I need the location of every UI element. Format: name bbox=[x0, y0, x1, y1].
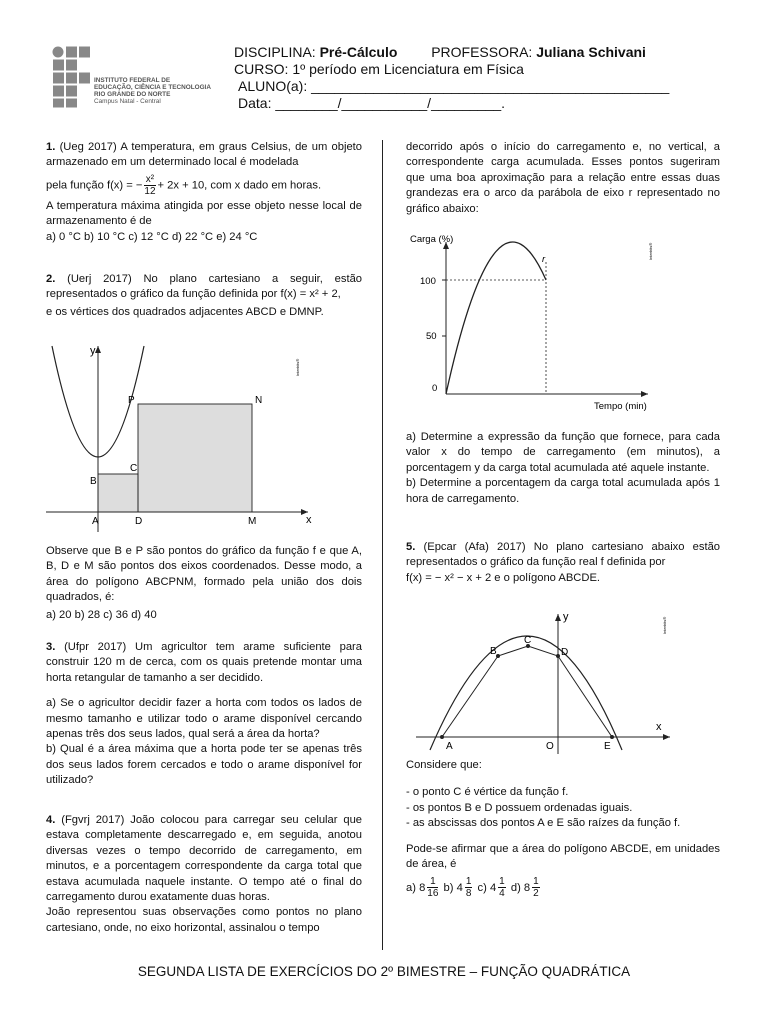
q4-graph-r: r bbox=[542, 254, 546, 265]
header-row2 bbox=[234, 61, 524, 78]
q4-graph-tick-100: 100 bbox=[420, 276, 436, 287]
question-4-continued bbox=[406, 140, 720, 217]
aluno-label: ALUNO(a): bbox=[238, 78, 308, 94]
q1-func-right: + 2x + 10, bbox=[157, 179, 208, 192]
q5-consider: Considere que: bbox=[406, 759, 482, 771]
q2-number: 2. bbox=[46, 273, 56, 285]
q1-suffix: com x dado em horas. bbox=[210, 179, 322, 192]
q4-graph-tick-50: 50 bbox=[426, 331, 437, 342]
column-divider bbox=[382, 140, 383, 950]
q4-b: b) Determine a porcentagem da carga total acumulada após 1 hora de carregamento. bbox=[406, 477, 720, 505]
q5-graph-C: C bbox=[524, 635, 532, 646]
q2-graph-B: B bbox=[90, 476, 97, 487]
q5-text2: e o polígono ABCDE. bbox=[494, 571, 601, 584]
q5-options bbox=[406, 876, 720, 899]
disciplina-value: Pré-Cálculo bbox=[319, 44, 398, 60]
data-field[interactable]: ________/___________/_________. bbox=[275, 95, 506, 111]
q5-text3: Pode-se afirmar que a área do polígono ABCDE, em unidades de área, é bbox=[406, 842, 720, 871]
q5-source: (Epcar (Afa) 2017) bbox=[423, 541, 526, 553]
q5-func: f(x) = − x² − x + 2 bbox=[406, 571, 492, 584]
data-label: Data: bbox=[238, 95, 272, 111]
q5-graph-E: E bbox=[604, 741, 611, 752]
q3-b: b) Qual é a área máxima que a horta pode ter se apenas três dos seus lados forem cercados e todo o arame disponível for utilizado? bbox=[46, 743, 362, 787]
curso-value: 1º período em Licenciatura em Física bbox=[292, 61, 524, 77]
q4-text2: João representou suas observações como pontos no plano cartesiano, onde, no eixo horizontal, assinalou o tempo bbox=[46, 906, 362, 934]
curso-label: CURSO: bbox=[234, 61, 289, 77]
q2-graph-P: P bbox=[128, 395, 135, 406]
header-row4 bbox=[238, 95, 505, 112]
q4-source: (Fgvrj 2017) bbox=[61, 814, 125, 826]
q5-graph-O: O bbox=[546, 741, 554, 752]
header-row3 bbox=[238, 78, 669, 95]
q4-number: 4. bbox=[46, 814, 56, 826]
q5-option-c: c) 4 $\frac{1}{4}$ bbox=[477, 876, 505, 900]
aluno-field[interactable]: ______________________________________________ bbox=[311, 78, 670, 94]
q5-graph-A: A bbox=[446, 741, 453, 752]
q5-item3: - as abscissas dos pontos A e E são raízes da função f. bbox=[406, 817, 681, 830]
q2-source: (Uerj 2017) bbox=[67, 273, 132, 285]
q4-graph-ylabel: Carga (%) bbox=[410, 234, 454, 245]
q5-option-b: b) 4 $\frac{1}{8}$ bbox=[443, 876, 472, 900]
q5-graph-y: y bbox=[563, 611, 569, 623]
q2-graph-y: y bbox=[90, 345, 96, 357]
q3-text1: Um agricultor tem arame suficiente para construir 120 m de cerca, com os quais pretende montar uma horta retangular de tamanho a ser decidido. bbox=[46, 641, 362, 684]
q1-source: (Ueg 2017) bbox=[59, 141, 117, 153]
q5-text1: No plano cartesiano abaixo estão representados o gráfico da função real f definida por bbox=[406, 541, 721, 569]
q5-option-d: d) 8 $\frac{1}{2}$ bbox=[510, 876, 539, 900]
q3-number: 3. bbox=[46, 641, 56, 653]
q5-graph-D: D bbox=[561, 647, 569, 658]
q4-graph-xlabel: Tempo (min) bbox=[594, 401, 647, 412]
q2-graph-D: D bbox=[135, 516, 143, 527]
professora-label: PROFESSORA: bbox=[431, 44, 533, 60]
question-5 bbox=[406, 540, 720, 586]
logo-line1: INSTITUTO FEDERAL DE bbox=[94, 77, 171, 84]
q2-text2: e os vértices dos quadrados adjacentes ABCD e DMNP. bbox=[46, 305, 324, 318]
q2-options: a) 20 b) 28 c) 36 d) 40 bbox=[46, 608, 157, 621]
q2-graph-A: A bbox=[92, 516, 99, 527]
question-2 bbox=[46, 272, 362, 320]
q5-graph bbox=[406, 604, 676, 754]
q1-text1: A temperatura, em graus Celsius, de um objeto armazenado em um determinado local é modelada bbox=[46, 141, 362, 169]
q2-graph-credit: Interbits® bbox=[295, 358, 300, 376]
q1-text2: A temperatura máxima atingida por esse objeto nesse local de armazenamento é de bbox=[46, 199, 362, 228]
q4-a: a) Determine a expressão da função que fornece, para cada valor x do tempo de carregamento (em minutos), a porcentagem y da carga total acumulada até aquele instante. bbox=[406, 431, 720, 474]
q4-graph-tick-0: 0 bbox=[432, 383, 438, 394]
q1-frac-den: 12 bbox=[144, 185, 156, 197]
q4-graph bbox=[406, 228, 660, 414]
q5-item2: - os pontos B e D possuem ordenadas iguais. bbox=[406, 801, 633, 814]
q2-text1: No plano cartesiano a seguir, estão representados o gráfico da função definida por f(x) = x² + 2, bbox=[46, 273, 363, 301]
q2-graph bbox=[46, 336, 336, 532]
q2-graph-N: N bbox=[255, 395, 263, 406]
header-row1 bbox=[234, 44, 646, 61]
q2-graph-M: M bbox=[248, 516, 257, 527]
question-1 bbox=[46, 140, 362, 245]
question-2-continued bbox=[46, 544, 362, 623]
q2-text3: Observe que B e P são pontos do gráfico da função f e que A, B, D e M são pontos dos eixos coordenados. Desse modo, a área do polígono ABCPNM, formado pela união dos dois quadrados, é: bbox=[46, 545, 362, 604]
q3-a: a) Se o agricultor decidir fazer a horta com todos os lados de mesmo tamanho e utilizar todo o arame disponível cercando apenas três dos seus lados, qual será a área da horta? bbox=[46, 697, 362, 741]
page-footer: SEGUNDA LISTA DE EXERCÍCIOS DO 2º BIMESTRE – FUNÇÃO QUADRÁTICA bbox=[137, 964, 631, 979]
logo-line3: RIO GRANDE DO NORTE bbox=[94, 91, 171, 98]
q1-func-left: f(x) = − bbox=[106, 179, 143, 192]
q4-text1: João colocou para carregar seu celular que estava completamente descarregado e, em seguida, anotou diversas vezes o tempo decorrido de carregamento, em minutos, e a porcentagem correspondente da carga total que estava acumulada naquele instante. O tempo até o final do carregamento durou exatamente duas horas. bbox=[46, 814, 363, 904]
disciplina-label: DISCIPLINA: bbox=[234, 44, 316, 60]
q5-graph-credit: Interbits® bbox=[662, 616, 667, 634]
ifrn-logo bbox=[52, 46, 212, 112]
q5-option-a: a) 8 $\frac{1}{16}$ bbox=[406, 876, 439, 900]
q4-text3: decorrido após o início do carregamento e, no vertical, a correspondente carga acumulada. Esses pontos sugeriram que uma boa aproximação para a relação entre essas duas grandezas era o arco da parábola de eixo r representado no gráfico abaixo: bbox=[406, 141, 720, 215]
question-4 bbox=[46, 813, 362, 936]
q3-source: (Ufpr 2017) bbox=[64, 641, 127, 653]
q4-graph-credit: Interbits® bbox=[648, 242, 653, 260]
logo-line2: EDUCAÇÃO, CIÊNCIA E TECNOLOGIA bbox=[94, 84, 211, 91]
logo-line4: Campus Natal - Central bbox=[94, 98, 161, 105]
question-3 bbox=[46, 640, 362, 789]
q5-graph-x: x bbox=[656, 721, 662, 733]
q2-graph-C: C bbox=[130, 463, 138, 474]
q1-number: 1. bbox=[46, 141, 56, 153]
question-4-items bbox=[406, 430, 720, 507]
question-5-continued bbox=[406, 758, 720, 899]
q5-number: 5. bbox=[406, 541, 416, 553]
ifrn-logo-mark bbox=[52, 46, 92, 108]
q1-options: a) 0 °C b) 10 °C c) 12 °C d) 22 °C e) 24 °C bbox=[46, 230, 258, 243]
q1-prefix: pela função bbox=[46, 179, 104, 192]
q2-graph-x: x bbox=[306, 514, 312, 526]
q1-frac-num: x² bbox=[145, 173, 155, 185]
q5-graph-B: B bbox=[490, 646, 497, 657]
q5-item1: - o ponto C é vértice da função f. bbox=[406, 786, 569, 799]
professora-value: Juliana Schivani bbox=[536, 44, 646, 60]
